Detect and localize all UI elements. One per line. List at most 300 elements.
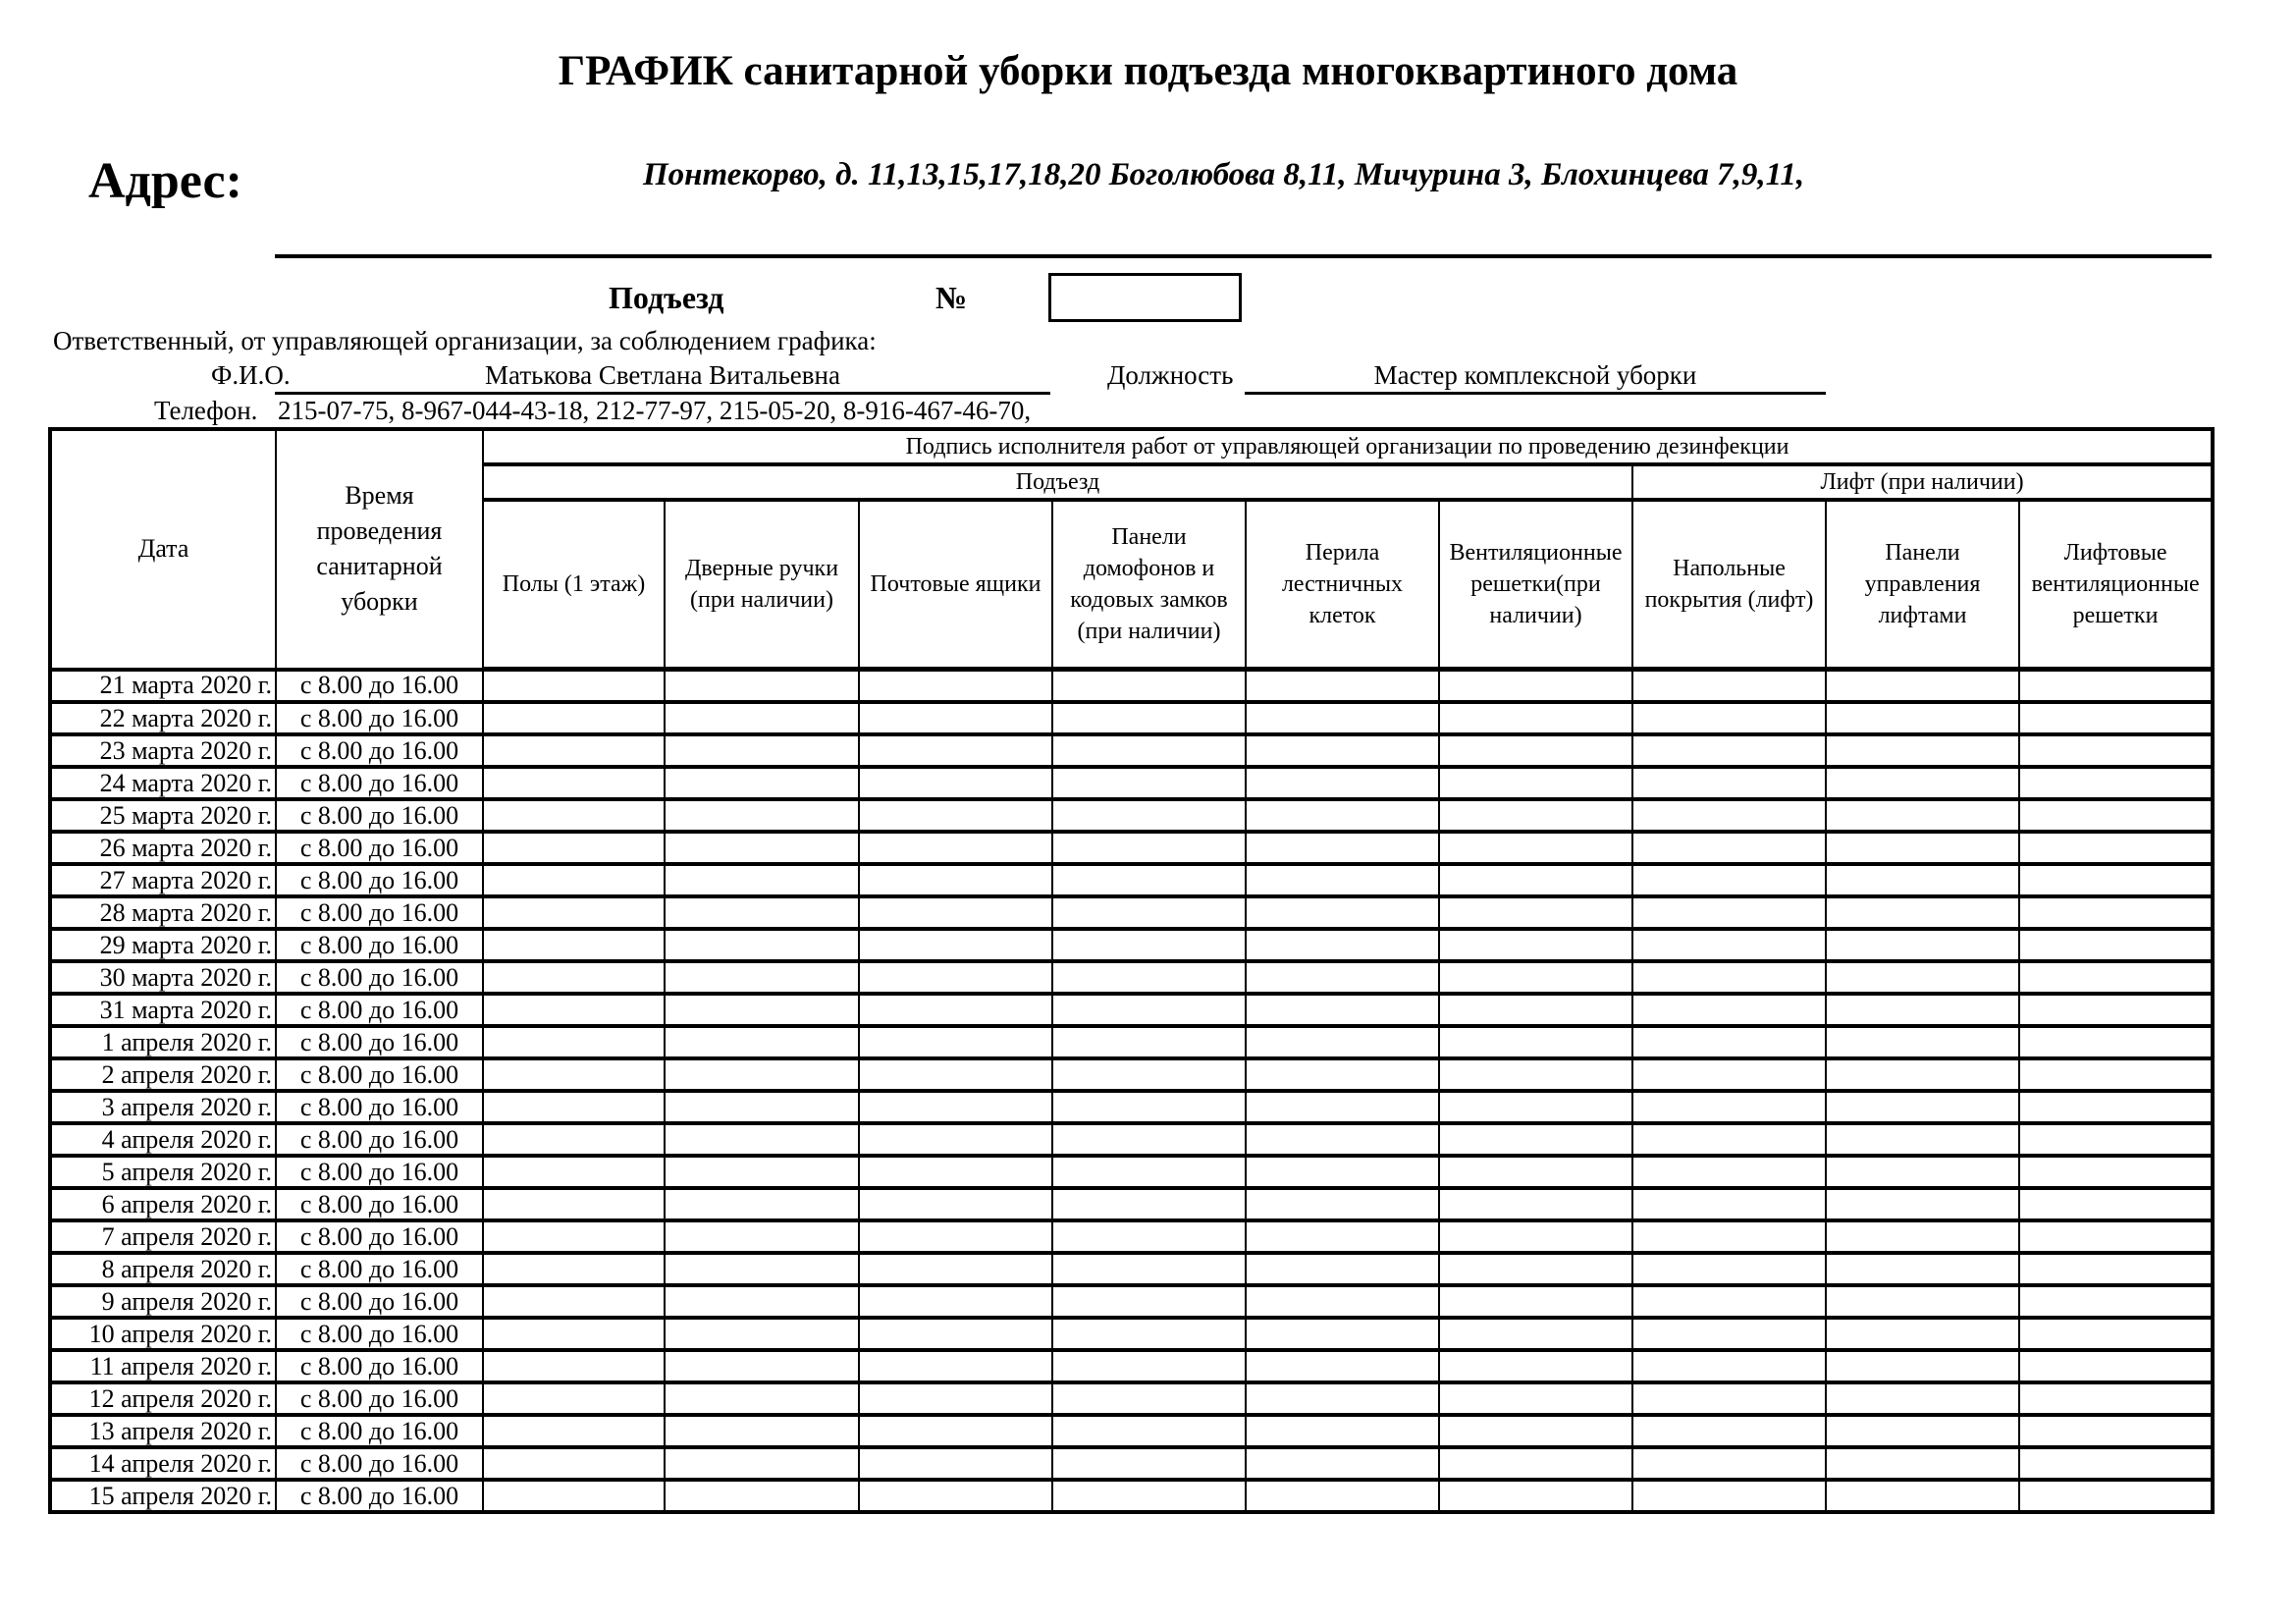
signature-cell[interactable]: [1052, 1350, 1246, 1382]
signature-cell[interactable]: [1246, 767, 1439, 799]
signature-cell[interactable]: [665, 1026, 859, 1058]
table-row: [50, 1058, 2213, 1091]
signature-cell[interactable]: [1246, 670, 1439, 703]
signature-cell[interactable]: [2019, 799, 2213, 832]
date-cell: 11 апреля 2020 г.: [50, 1350, 276, 1382]
number-sign: №: [935, 280, 968, 315]
signature-cell[interactable]: [1052, 702, 1246, 734]
signature-cell[interactable]: [859, 1415, 1052, 1447]
signature-cell[interactable]: [2019, 1350, 2213, 1382]
signature-cell[interactable]: [483, 734, 665, 767]
signature-cell[interactable]: [483, 1447, 665, 1480]
signature-cell[interactable]: [859, 994, 1052, 1026]
time-cell: с 8.00 до 16.00: [276, 929, 483, 961]
time-cell: с 8.00 до 16.00: [276, 1382, 483, 1415]
signature-cell[interactable]: [1439, 1123, 1632, 1156]
signature-cell[interactable]: [1439, 832, 1632, 864]
date-cell: 2 апреля 2020 г.: [50, 1058, 276, 1091]
signature-cell[interactable]: [1246, 1318, 1439, 1350]
signature-cell[interactable]: [1439, 1253, 1632, 1285]
signature-cell[interactable]: [1052, 864, 1246, 896]
signature-cell[interactable]: [859, 1026, 1052, 1058]
signature-cell[interactable]: [1246, 1220, 1439, 1253]
time-cell: с 8.00 до 16.00: [276, 864, 483, 896]
date-cell: 4 апреля 2020 г.: [50, 1123, 276, 1156]
signature-cell[interactable]: [665, 1188, 859, 1220]
signature-cell[interactable]: [859, 864, 1052, 896]
date-cell: 8 апреля 2020 г.: [50, 1253, 276, 1285]
signature-cell[interactable]: [1826, 1123, 2019, 1156]
signature-cell[interactable]: [1246, 1253, 1439, 1285]
signature-cell[interactable]: [483, 1091, 665, 1123]
time-cell: с 8.00 до 16.00: [276, 1253, 483, 1285]
signature-cell[interactable]: [1439, 1415, 1632, 1447]
signature-cell[interactable]: [483, 1253, 665, 1285]
table-row: [50, 767, 2213, 799]
signature-cell[interactable]: [1826, 1285, 2019, 1318]
signature-cell[interactable]: [2019, 1220, 2213, 1253]
signature-cell[interactable]: [1246, 864, 1439, 896]
date-cell: 10 апреля 2020 г.: [50, 1318, 276, 1350]
signature-cell[interactable]: [1052, 929, 1246, 961]
time-cell: с 8.00 до 16.00: [276, 1318, 483, 1350]
signature-cell[interactable]: [483, 767, 665, 799]
signature-cell[interactable]: [1246, 1026, 1439, 1058]
signature-cell[interactable]: [1439, 1220, 1632, 1253]
signature-cell[interactable]: [483, 1318, 665, 1350]
position-label: Должность: [1107, 360, 1234, 390]
time-cell: с 8.00 до 16.00: [276, 1188, 483, 1220]
signature-cell[interactable]: [483, 1285, 665, 1318]
header-handrails: Перила лестничных клеток: [1246, 500, 1439, 670]
signature-cell[interactable]: [1246, 734, 1439, 767]
signature-cell[interactable]: [1826, 1415, 2019, 1447]
signature-cell[interactable]: [2019, 896, 2213, 929]
signature-cell[interactable]: [483, 799, 665, 832]
signature-cell[interactable]: [665, 1350, 859, 1382]
signature-cell[interactable]: [859, 1350, 1052, 1382]
signature-cell[interactable]: [1826, 1091, 2019, 1123]
signature-cell[interactable]: [1439, 896, 1632, 929]
signature-cell[interactable]: [665, 864, 859, 896]
signature-cell[interactable]: [665, 832, 859, 864]
signature-cell[interactable]: [1632, 1026, 1826, 1058]
signature-cell[interactable]: [2019, 1026, 2213, 1058]
signature-cell[interactable]: [483, 1382, 665, 1415]
header-lift-panels: Панели управления лифтами: [1826, 500, 2019, 670]
date-cell: 21 марта 2020 г.: [50, 670, 276, 703]
date-cell: 27 марта 2020 г.: [50, 864, 276, 896]
signature-cell[interactable]: [1632, 1318, 1826, 1350]
time-cell: с 8.00 до 16.00: [276, 1123, 483, 1156]
signature-cell[interactable]: [1052, 1285, 1246, 1318]
signature-cell[interactable]: [2019, 832, 2213, 864]
signature-cell[interactable]: [1439, 1480, 1632, 1512]
signature-cell[interactable]: [1632, 1415, 1826, 1447]
table-row: [50, 1350, 2213, 1382]
header-intercom-panels: Панели домофонов и кодовых замков (при наличии): [1052, 500, 1246, 670]
signature-cell[interactable]: [1826, 1026, 2019, 1058]
signature-cell[interactable]: [1439, 799, 1632, 832]
signature-cell[interactable]: [1826, 702, 2019, 734]
signature-cell[interactable]: [1632, 734, 1826, 767]
signature-cell[interactable]: [1439, 702, 1632, 734]
address-label: Адрес:: [88, 153, 242, 209]
signature-cell[interactable]: [483, 1156, 665, 1188]
date-cell: 31 марта 2020 г.: [50, 994, 276, 1026]
signature-cell[interactable]: [1632, 1285, 1826, 1318]
date-cell: 13 апреля 2020 г.: [50, 1415, 276, 1447]
signature-cell[interactable]: [859, 1058, 1052, 1091]
signature-cell[interactable]: [1826, 1350, 2019, 1382]
signature-cell[interactable]: [483, 670, 665, 703]
signature-cell[interactable]: [1246, 1382, 1439, 1415]
signature-cell[interactable]: [1246, 1058, 1439, 1091]
signature-cell[interactable]: [1632, 929, 1826, 961]
date-cell: 12 апреля 2020 г.: [50, 1382, 276, 1415]
signature-cell[interactable]: [859, 734, 1052, 767]
signature-cell[interactable]: [1052, 1253, 1246, 1285]
signature-cell[interactable]: [859, 929, 1052, 961]
signature-cell[interactable]: [859, 670, 1052, 703]
signature-cell[interactable]: [1632, 864, 1826, 896]
signature-cell[interactable]: [1826, 1318, 2019, 1350]
signature-cell[interactable]: [2019, 864, 2213, 896]
signature-cell[interactable]: [859, 1188, 1052, 1220]
signature-cell[interactable]: [665, 767, 859, 799]
signature-cell[interactable]: [2019, 767, 2213, 799]
signature-cell[interactable]: [1632, 961, 1826, 994]
signature-cell[interactable]: [2019, 1253, 2213, 1285]
signature-cell[interactable]: [1632, 832, 1826, 864]
signature-cell[interactable]: [859, 1091, 1052, 1123]
signature-cell[interactable]: [2019, 1091, 2213, 1123]
signature-cell[interactable]: [665, 1318, 859, 1350]
signature-cell[interactable]: [1439, 734, 1632, 767]
signature-cell[interactable]: [1052, 799, 1246, 832]
time-cell: с 8.00 до 16.00: [276, 1091, 483, 1123]
signature-cell[interactable]: [483, 929, 665, 961]
signature-cell[interactable]: [1826, 994, 2019, 1026]
signature-cell[interactable]: [665, 929, 859, 961]
signature-cell[interactable]: [1052, 1156, 1246, 1188]
signature-cell[interactable]: [1826, 1253, 2019, 1285]
table-row: [50, 1318, 2213, 1350]
fio-underline: [275, 392, 1050, 395]
signature-cell[interactable]: [2019, 1188, 2213, 1220]
signature-cell[interactable]: [1632, 1350, 1826, 1382]
signature-cell[interactable]: [1246, 1447, 1439, 1480]
signature-cell[interactable]: [1052, 1480, 1246, 1512]
signature-cell[interactable]: [1052, 961, 1246, 994]
signature-cell[interactable]: [1246, 1091, 1439, 1123]
signature-cell[interactable]: [1632, 1480, 1826, 1512]
signature-cell[interactable]: [859, 832, 1052, 864]
signature-cell[interactable]: [1439, 1350, 1632, 1382]
signature-cell[interactable]: [859, 1318, 1052, 1350]
header-floors: Полы (1 этаж): [483, 500, 665, 670]
signature-cell[interactable]: [665, 1253, 859, 1285]
signature-cell[interactable]: [1052, 734, 1246, 767]
signature-cell[interactable]: [483, 832, 665, 864]
page-title: ГРАФИК санитарной уборки подъезда многоквартиного дома: [558, 48, 1738, 94]
signature-cell[interactable]: [1632, 799, 1826, 832]
signature-cell[interactable]: [1052, 1091, 1246, 1123]
signature-cell[interactable]: [1826, 1220, 2019, 1253]
signature-cell[interactable]: [1826, 767, 2019, 799]
signature-cell[interactable]: [1246, 1480, 1439, 1512]
signature-cell[interactable]: [1246, 1188, 1439, 1220]
signature-cell[interactable]: [665, 961, 859, 994]
signature-cell[interactable]: [1826, 1188, 2019, 1220]
table-row: [50, 1188, 2213, 1220]
signature-cell[interactable]: [859, 961, 1052, 994]
signature-cell[interactable]: [665, 994, 859, 1026]
signature-cell[interactable]: [859, 1382, 1052, 1415]
signature-cell[interactable]: [1246, 832, 1439, 864]
signature-cell[interactable]: [665, 1220, 859, 1253]
signature-cell[interactable]: [1439, 864, 1632, 896]
signature-cell[interactable]: [1632, 1123, 1826, 1156]
signature-cell[interactable]: [1826, 864, 2019, 896]
signature-cell[interactable]: [1632, 1253, 1826, 1285]
signature-cell[interactable]: [2019, 929, 2213, 961]
signature-cell[interactable]: [1052, 832, 1246, 864]
table-row: [50, 1156, 2213, 1188]
signature-cell[interactable]: [859, 799, 1052, 832]
entrance-number-field[interactable]: [1048, 273, 1242, 322]
signature-cell[interactable]: [1052, 1188, 1246, 1220]
signature-cell[interactable]: [1052, 896, 1246, 929]
signature-cell[interactable]: [483, 1026, 665, 1058]
signature-cell[interactable]: [1439, 994, 1632, 1026]
signature-cell[interactable]: [665, 1382, 859, 1415]
table-row: [50, 1220, 2213, 1253]
signature-cell[interactable]: [1826, 1058, 2019, 1091]
signature-cell[interactable]: [1439, 1156, 1632, 1188]
header-signature-group: Подпись исполнителя работ от управляющей организации по проведению дезинфекции: [483, 429, 2213, 464]
signature-cell[interactable]: [483, 1220, 665, 1253]
signature-cell[interactable]: [1632, 1382, 1826, 1415]
signature-cell[interactable]: [665, 734, 859, 767]
signature-cell[interactable]: [2019, 1285, 2213, 1318]
signature-cell[interactable]: [483, 1350, 665, 1382]
signature-cell[interactable]: [1632, 1447, 1826, 1480]
signature-cell[interactable]: [859, 896, 1052, 929]
signature-cell[interactable]: [665, 1447, 859, 1480]
signature-cell[interactable]: [2019, 1382, 2213, 1415]
date-cell: 6 апреля 2020 г.: [50, 1188, 276, 1220]
signature-cell[interactable]: [1052, 1058, 1246, 1091]
signature-cell[interactable]: [665, 1156, 859, 1188]
signature-cell[interactable]: [665, 1480, 859, 1512]
signature-cell[interactable]: [1826, 896, 2019, 929]
table-row: [50, 864, 2213, 896]
signature-cell[interactable]: [1632, 1156, 1826, 1188]
signature-cell[interactable]: [2019, 1058, 2213, 1091]
signature-cell[interactable]: [1439, 1058, 1632, 1091]
signature-cell[interactable]: [859, 767, 1052, 799]
date-cell: 5 апреля 2020 г.: [50, 1156, 276, 1188]
signature-cell[interactable]: [1632, 994, 1826, 1026]
header-lift-floor: Напольные покрытия (лифт): [1632, 500, 1826, 670]
signature-cell[interactable]: [1439, 1447, 1632, 1480]
signature-cell[interactable]: [665, 799, 859, 832]
signature-cell[interactable]: [2019, 1415, 2213, 1447]
signature-cell[interactable]: [483, 702, 665, 734]
signature-cell[interactable]: [1439, 1188, 1632, 1220]
signature-cell[interactable]: [1246, 1156, 1439, 1188]
header-date: Дата: [50, 429, 276, 670]
address-value: Понтекорво, д. 11,13,15,17,18,20 Боголюбова 8,11, Мичурина 3, Блохинцева 7,9,11,: [643, 157, 1805, 192]
table-row: [50, 799, 2213, 832]
signature-cell[interactable]: [483, 961, 665, 994]
signature-cell[interactable]: [483, 1123, 665, 1156]
signature-cell[interactable]: [665, 1415, 859, 1447]
signature-cell[interactable]: [483, 994, 665, 1026]
signature-cell[interactable]: [483, 896, 665, 929]
signature-cell[interactable]: [1439, 1285, 1632, 1318]
signature-cell[interactable]: [1052, 767, 1246, 799]
signature-cell[interactable]: [1826, 799, 2019, 832]
signature-cell[interactable]: [1246, 1350, 1439, 1382]
signature-cell[interactable]: [2019, 994, 2213, 1026]
table-row: [50, 1447, 2213, 1480]
time-cell: с 8.00 до 16.00: [276, 1156, 483, 1188]
signature-cell[interactable]: [483, 1415, 665, 1447]
table-row: [50, 896, 2213, 929]
signature-cell[interactable]: [1246, 994, 1439, 1026]
signature-cell[interactable]: [1826, 1156, 2019, 1188]
signature-cell[interactable]: [1826, 1382, 2019, 1415]
signature-cell[interactable]: [665, 1285, 859, 1318]
signature-cell[interactable]: [1246, 961, 1439, 994]
signature-cell[interactable]: [859, 1123, 1052, 1156]
signature-cell[interactable]: [1826, 961, 2019, 994]
signature-cell[interactable]: [859, 702, 1052, 734]
date-cell: 15 апреля 2020 г.: [50, 1480, 276, 1512]
signature-cell[interactable]: [1246, 896, 1439, 929]
signature-cell[interactable]: [1439, 1382, 1632, 1415]
table-row: [50, 1123, 2213, 1156]
signature-cell[interactable]: [665, 702, 859, 734]
signature-cell[interactable]: [1826, 1480, 2019, 1512]
signature-cell[interactable]: [1439, 1026, 1632, 1058]
signature-cell[interactable]: [1632, 1058, 1826, 1091]
signature-cell[interactable]: [1439, 1318, 1632, 1350]
signature-cell[interactable]: [1826, 929, 2019, 961]
signature-cell[interactable]: [2019, 1447, 2213, 1480]
signature-cell[interactable]: [1246, 1123, 1439, 1156]
signature-cell[interactable]: [2019, 1156, 2213, 1188]
time-cell: с 8.00 до 16.00: [276, 1447, 483, 1480]
signature-cell[interactable]: [1246, 1285, 1439, 1318]
signature-cell[interactable]: [859, 1156, 1052, 1188]
signature-cell[interactable]: [859, 1285, 1052, 1318]
header-lift-vent: Лифтовые вентиляционные решетки: [2019, 500, 2213, 670]
signature-cell[interactable]: [859, 1220, 1052, 1253]
signature-cell[interactable]: [1052, 1026, 1246, 1058]
date-cell: 24 марта 2020 г.: [50, 767, 276, 799]
signature-cell[interactable]: [2019, 1318, 2213, 1350]
signature-cell[interactable]: [859, 1480, 1052, 1512]
signature-cell[interactable]: [1632, 767, 1826, 799]
signature-cell[interactable]: [1439, 1091, 1632, 1123]
signature-cell[interactable]: [483, 864, 665, 896]
signature-cell[interactable]: [859, 1253, 1052, 1285]
table-row: [50, 1253, 2213, 1285]
signature-cell[interactable]: [1052, 1123, 1246, 1156]
date-cell: 23 марта 2020 г.: [50, 734, 276, 767]
signature-cell[interactable]: [1246, 929, 1439, 961]
signature-cell[interactable]: [483, 1058, 665, 1091]
signature-cell[interactable]: [665, 670, 859, 703]
signature-cell[interactable]: [1826, 832, 2019, 864]
table-row: [50, 670, 2213, 703]
signature-cell[interactable]: [1826, 1447, 2019, 1480]
table-row: [50, 1480, 2213, 1512]
signature-cell[interactable]: [2019, 734, 2213, 767]
signature-cell[interactable]: [2019, 670, 2213, 703]
signature-cell[interactable]: [2019, 1123, 2213, 1156]
signature-cell[interactable]: [1632, 1220, 1826, 1253]
signature-cell[interactable]: [1246, 1415, 1439, 1447]
date-cell: 7 апреля 2020 г.: [50, 1220, 276, 1253]
signature-cell[interactable]: [1246, 799, 1439, 832]
signature-cell[interactable]: [1439, 929, 1632, 961]
signature-cell[interactable]: [1052, 1382, 1246, 1415]
signature-cell[interactable]: [1439, 961, 1632, 994]
signature-cell[interactable]: [1052, 1447, 1246, 1480]
signature-cell[interactable]: [1052, 1220, 1246, 1253]
fio-value: Матькова Светлана Витальевна: [485, 360, 840, 390]
signature-cell[interactable]: [2019, 961, 2213, 994]
signature-cell[interactable]: [1632, 702, 1826, 734]
signature-cell[interactable]: [2019, 1480, 2213, 1512]
time-cell: с 8.00 до 16.00: [276, 702, 483, 734]
signature-cell[interactable]: [1439, 670, 1632, 703]
signature-cell[interactable]: [1826, 670, 2019, 703]
signature-cell[interactable]: [665, 1058, 859, 1091]
signature-cell[interactable]: [665, 1123, 859, 1156]
signature-cell[interactable]: [483, 1188, 665, 1220]
signature-cell[interactable]: [859, 1447, 1052, 1480]
signature-cell[interactable]: [1632, 896, 1826, 929]
signature-cell[interactable]: [1826, 734, 2019, 767]
time-cell: с 8.00 до 16.00: [276, 994, 483, 1026]
signature-cell[interactable]: [1632, 1091, 1826, 1123]
signature-cell[interactable]: [1052, 994, 1246, 1026]
signature-cell[interactable]: [1052, 1415, 1246, 1447]
signature-cell[interactable]: [665, 1091, 859, 1123]
signature-cell[interactable]: [1439, 767, 1632, 799]
signature-cell[interactable]: [665, 896, 859, 929]
time-cell: с 8.00 до 16.00: [276, 1285, 483, 1318]
signature-cell[interactable]: [1632, 1188, 1826, 1220]
signature-cell[interactable]: [2019, 702, 2213, 734]
table-row: [50, 1285, 2213, 1318]
signature-cell[interactable]: [1632, 670, 1826, 703]
entrance-label: Подъезд: [609, 280, 724, 315]
header-door-handles: Дверные ручки (при наличии): [665, 500, 859, 670]
signature-cell[interactable]: [483, 1480, 665, 1512]
signature-cell[interactable]: [1052, 1318, 1246, 1350]
header-lift-group: Лифт (при наличии): [1632, 464, 2213, 500]
date-cell: 28 марта 2020 г.: [50, 896, 276, 929]
header-vent-grilles: Вентиляционные решетки(при наличии): [1439, 500, 1632, 670]
signature-cell[interactable]: [1246, 702, 1439, 734]
signature-cell[interactable]: [1052, 670, 1246, 703]
